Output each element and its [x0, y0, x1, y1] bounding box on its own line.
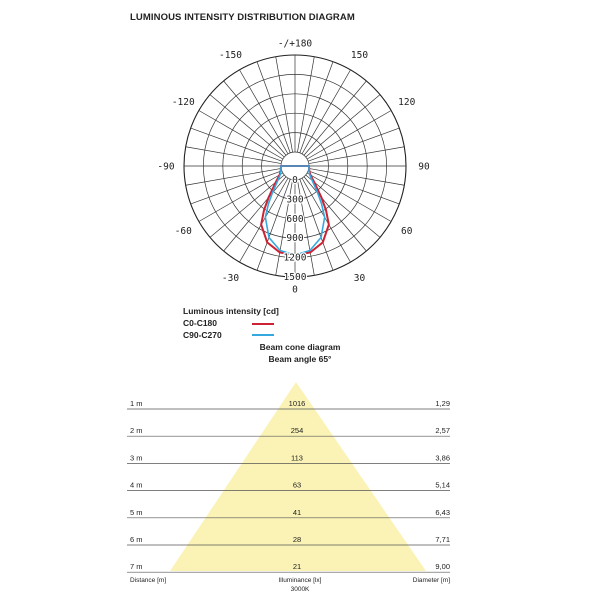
- radial-label: 900: [286, 233, 304, 245]
- angle-label: -60: [174, 226, 192, 237]
- beam-diameter: 2,57: [435, 426, 450, 436]
- beam-distance: 1 m: [130, 399, 143, 408]
- footer-distance-label: Distance [m]: [130, 577, 167, 584]
- angle-label: -90: [157, 161, 175, 173]
- legend-title: Luminous intensity [cd]: [183, 306, 279, 316]
- legend-label-c0-c180: C0-C180: [183, 318, 218, 328]
- beam-distance: 4 m: [130, 480, 143, 490]
- beam-illuminance: 63: [292, 480, 302, 490]
- footer-cct-label: 3000K: [290, 586, 310, 593]
- angle-label: 150: [350, 49, 369, 61]
- radial-label: 600: [286, 213, 304, 225]
- beam-diameter: 7,71: [435, 535, 450, 544]
- angle-label: 120: [398, 97, 416, 108]
- angle-label: -30: [221, 273, 240, 285]
- angle-label: 30: [353, 273, 366, 285]
- beam-diameter: 6,43: [435, 507, 450, 517]
- angle-label: 0: [292, 284, 298, 296]
- beam-diameter: 3,86: [435, 453, 450, 463]
- beam-subtitle: Beam angle 65°: [268, 354, 332, 364]
- beam-illuminance: 28: [292, 535, 302, 544]
- angle-label: -/+180: [277, 38, 313, 50]
- radial-label: 1200: [283, 252, 307, 264]
- footer-diameter-label: Diameter [m]: [412, 577, 450, 584]
- beam-illuminance: 254: [290, 426, 304, 436]
- legend-label-c90-c270: C90-C270: [183, 330, 222, 340]
- page-title: LUMINOUS INTENSITY DISTRIBUTION DIAGRAM: [130, 12, 355, 23]
- radial-label: 1500: [283, 272, 307, 283]
- beam-distance: 3 m: [130, 453, 143, 463]
- radial-label: 0: [292, 175, 298, 186]
- beam-diameter: 1,29: [435, 399, 450, 408]
- angle-label: -150: [219, 49, 242, 61]
- angle-label: 90: [418, 161, 430, 173]
- beam-illuminance: 41: [292, 507, 302, 517]
- angle-label: -120: [171, 97, 195, 108]
- radial-label: 300: [286, 194, 304, 206]
- beam-illuminance: 21: [292, 562, 302, 572]
- beam-diameter: 9,00: [435, 562, 450, 572]
- beam-illuminance: 113: [291, 453, 303, 463]
- beam-illuminance: 1016: [288, 399, 306, 408]
- beam-title: Beam cone diagram: [259, 342, 341, 352]
- angle-label: 60: [400, 226, 413, 237]
- beam-distance: 5 m: [130, 507, 143, 517]
- beam-distance: 2 m: [130, 426, 143, 436]
- beam-distance: 6 m: [130, 535, 143, 544]
- beam-distance: 7 m: [130, 562, 143, 572]
- beam-diameter: 5,14: [435, 480, 450, 490]
- footer-illuminance-label: Illuminance [lx]: [278, 577, 322, 584]
